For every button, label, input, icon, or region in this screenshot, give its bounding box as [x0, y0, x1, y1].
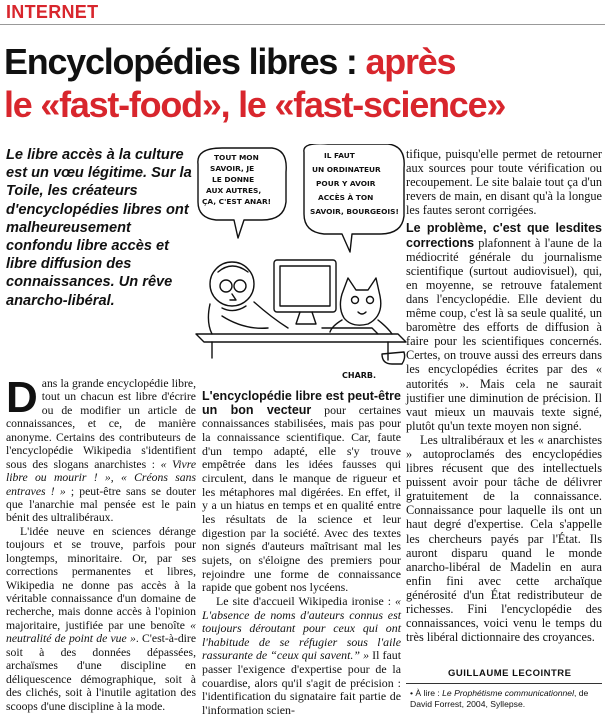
book-title: Le Prophétisme communicationnel [442, 688, 574, 698]
paragraph [6, 373, 197, 525]
bubble-left-line: AUX AUTRES, [206, 186, 262, 195]
text-run: Les ultralibéraux et les « anarchistes » autoproclamés des encyclopédies libres récusent que des intellectuels puissent avoir pour tâche de délivrer gratuitement de la connaissance. Connaissance pour laquelle ils ont un haut degré d'expertise. Cela s'appelle les chercheurs payés par l'État. Ils auront disparu quand le monde anarcho-libéral de Madelin en aura enfin fini avec cette archaïque générosité d'un État redistributeur de richesses. Fini l'encyclopédie des connaissances, voici venu le temps du très libéral dictionnaire des croyances. [406, 432, 602, 645]
paragraph [202, 595, 401, 718]
text-run: Il faut passer l'exigence d'expertise pour de la couardise, alors qu'il s'agit de précision : l'identification du signataire fait partie de l'information scien- [202, 648, 401, 718]
desk [196, 334, 406, 342]
reading-note [410, 688, 602, 710]
paragraph [202, 390, 401, 595]
text-run: ; peut-être sans se douter que l'anarchie mal pensée est le pain bénit des ultralibéraux. [6, 484, 196, 525]
cartoonist-signature: CHARB. [342, 371, 377, 380]
text-run: plafonnent à l'aune de la médiocrité générale du journalisme scientifique (surtout audiovisuel), qui, en moyenne, se retrouve fatalement dans l'encyclopédie. Elle devient du même coup, c'est là sa seule qualité, un baromètre des efforts de diffusion à faire pour les scientifiques concernés. Certes, on trouve aussi des erreurs dans les encyclopédies écrites par des « autorités ». Mais cela ne saurait justifier une diminution de précision. Il vaut mieux un mauvais texte signé, plutôt qu'un texte moyen non signé. [406, 235, 602, 433]
bubble-left-line: TOUT MON [214, 153, 259, 162]
cartoon-illustration [192, 144, 408, 384]
column-1 [6, 373, 197, 713]
paragraph [406, 433, 602, 644]
text-run: tifique, puisqu'elle permet de retourner aux sources pour toute vérification ou recoupement. Le site balaie tout ça d'un revers de main, en disant qu'à la longue les fautes seront corrigées. [406, 147, 602, 218]
section-rubric: INTERNET [6, 2, 99, 22]
bubble-right-line: UN ORDINATEUR [312, 165, 381, 174]
text-run: pour certaines connaissances stabilisées, mais pas pour la connaissance scientifique. Car, faute d'un tempo adapté, elle s'y trouve empêtrée dans les idées fausses qui circulent, dans le manque de rigueur et les métaphores mal digérées. En effet, il y a un hiatus en temps et en qualité entre les résultats de la science et leur digestion par la société. Avec des textes non signés d'auteurs maîtrisant mal les sujets, on s'éloigne des premiers pour rejoindre une forme de connaissance rapide que gobent nos lycéens. [202, 402, 401, 595]
bubble-right-line: IL FAUT [324, 151, 355, 160]
food-bowl [382, 352, 405, 364]
headline-part-3: le «fast-food», le «fast-science» [4, 84, 506, 125]
bubble-right-line: POUR Y AVOIR [316, 179, 376, 188]
text-run: ans la grande encyclopédie libre, tout un chacun est libre d'écrire ou de modifier un article de connaissances, et ce, de manière anonyme. Certains des contributeurs de l'encyclopédie Wikipedia s'identifient sous des slogans anarchistes : [6, 377, 196, 471]
cat-figure [340, 278, 380, 325]
text-run: Le site d'accueil Wikipedia ironise : [216, 593, 396, 608]
computer-monitor [274, 260, 336, 312]
bubble-left-line: LE DONNE [212, 175, 255, 184]
text-run: L'idée neuve en sciences dérange toujours et se trouve, parfois pour longtemps, minoritaire. Or, par ses corrections permanentes et libres, Wikipedia ne donne pas accès à la véritable connaissance d'un domaine de recherche, mais donne accès à l'opinion majoritaire, justifiée par une benoîte [6, 524, 196, 632]
paragraph [406, 147, 602, 217]
inline-subhead: Le problème, c'est que lesdites corrections [406, 221, 602, 250]
author-signature: GUILLAUME LECOINTRE [448, 668, 572, 679]
quote: « neutralité de point de vue » [6, 618, 196, 646]
lead-paragraph: Le libre accès à la culture est un vœu légitime. Sur la Toile, les créateurs d'encyclopédies libres ont malheureusement confondu libre accès et libre diffusion des connaissances. Un rêve anarcho-libéral. [6, 147, 192, 309]
note-prefix: • À lire : [410, 688, 443, 698]
inline-subhead: L'encyclopédie libre est peut-être un bon vecteur [202, 389, 401, 417]
headline [4, 40, 602, 126]
column-2 [202, 390, 401, 718]
bubble-right-line: SAVOIR, BOURGEOIS! [310, 207, 399, 216]
bubble-left-line: SAVOIR, JE [210, 164, 255, 173]
note-suffix: , de David Forrest, 2004, Syllepse. [410, 688, 589, 709]
rubric-divider [0, 24, 605, 25]
paragraph [6, 525, 196, 713]
headline-part-2: après [365, 41, 456, 82]
footnote-divider [406, 683, 602, 684]
bubble-left-line: ÇA, C'EST ANAR! [202, 197, 272, 206]
column-3 [406, 147, 602, 644]
quote: « L'absence de noms d'auteurs connus est toujours déroutant pour ceux qui ont l'habitude de se réfugier sous l'aile rassurante de “ceux qui savent.” » [202, 593, 401, 663]
text-run: . C'est-à-dire soit à des données dépassées, archaïsmes d'une discipline en déliquescence démographique, soit à des clichés, soit à l'inutile agitation des scoops d'une discipline à la mode. [6, 632, 197, 713]
headline-part-1: Encyclopédies libres : [4, 41, 366, 82]
paragraph [406, 221, 602, 432]
bubble-right-line: ACCÈS À TON [318, 193, 374, 202]
drop-cap: D [6, 373, 38, 422]
quote: « Vivre libre ou mourir ! », « Créons sans entraves ! » [6, 457, 197, 498]
